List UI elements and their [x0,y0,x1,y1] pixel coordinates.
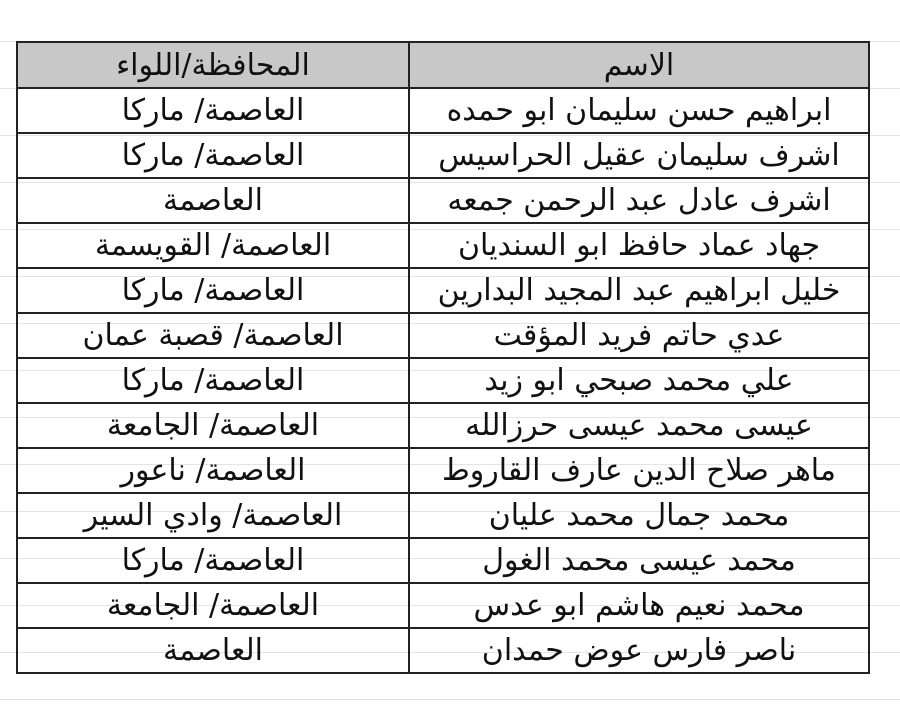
governorate-cell[interactable]: العاصمة/ الجامعة [17,403,409,448]
table-row [17,448,869,493]
governorate-cell[interactable]: العاصمة [17,628,409,673]
name-cell[interactable]: ابراهيم حسن سليمان ابو حمده [409,88,869,133]
governorate-cell[interactable]: العاصمة [17,178,409,223]
table-row [17,403,869,448]
table-row [17,583,869,628]
governorate-cell[interactable]: العاصمة/ ماركا [17,538,409,583]
governorate-cell[interactable]: العاصمة/ الجامعة [17,583,409,628]
name-cell[interactable]: خليل ابراهيم عبد المجيد البدارين [409,268,869,313]
name-cell[interactable]: ماهر صلاح الدين عارف القاروط [409,448,869,493]
table-row [17,313,869,358]
governorate-cell[interactable]: العاصمة/ ماركا [17,133,409,178]
header-governorate[interactable]: المحافظة/اللواء [17,42,409,88]
governorate-cell[interactable]: العاصمة/ ماركا [17,268,409,313]
governorate-cell[interactable]: العاصمة/ القويسمة [17,223,409,268]
governorate-cell[interactable]: العاصمة/ وادي السير [17,493,409,538]
table-row [17,88,869,133]
name-cell[interactable]: محمد جمال محمد عليان [409,493,869,538]
name-cell[interactable]: محمد نعيم هاشم ابو عدس [409,583,869,628]
names-table [16,41,870,674]
name-cell[interactable]: علي محمد صبحي ابو زيد [409,358,869,403]
header-name[interactable]: الاسم [409,42,869,88]
table-row [17,133,869,178]
governorate-cell[interactable]: العاصمة/ ماركا [17,88,409,133]
name-cell[interactable]: عدي حاتم فريد المؤقت [409,313,869,358]
name-cell[interactable]: اشرف سليمان عقيل الحراسيس [409,133,869,178]
name-cell[interactable]: جهاد عماد حافظ ابو السنديان [409,223,869,268]
table-row [17,358,869,403]
table-row [17,538,869,583]
name-cell[interactable]: محمد عيسى محمد الغول [409,538,869,583]
table-row [17,178,869,223]
table-row [17,628,869,673]
table-row [17,223,869,268]
governorate-cell[interactable]: العاصمة/ ناعور [17,448,409,493]
table-row [17,493,869,538]
name-cell[interactable]: عيسى محمد عيسى حرزالله [409,403,869,448]
governorate-cell[interactable]: العاصمة/ قصبة عمان [17,313,409,358]
name-cell[interactable]: ناصر فارس عوض حمدان [409,628,869,673]
name-cell[interactable]: اشرف عادل عبد الرحمن جمعه [409,178,869,223]
header-row [17,42,869,88]
table-row [17,268,869,313]
governorate-cell[interactable]: العاصمة/ ماركا [17,358,409,403]
